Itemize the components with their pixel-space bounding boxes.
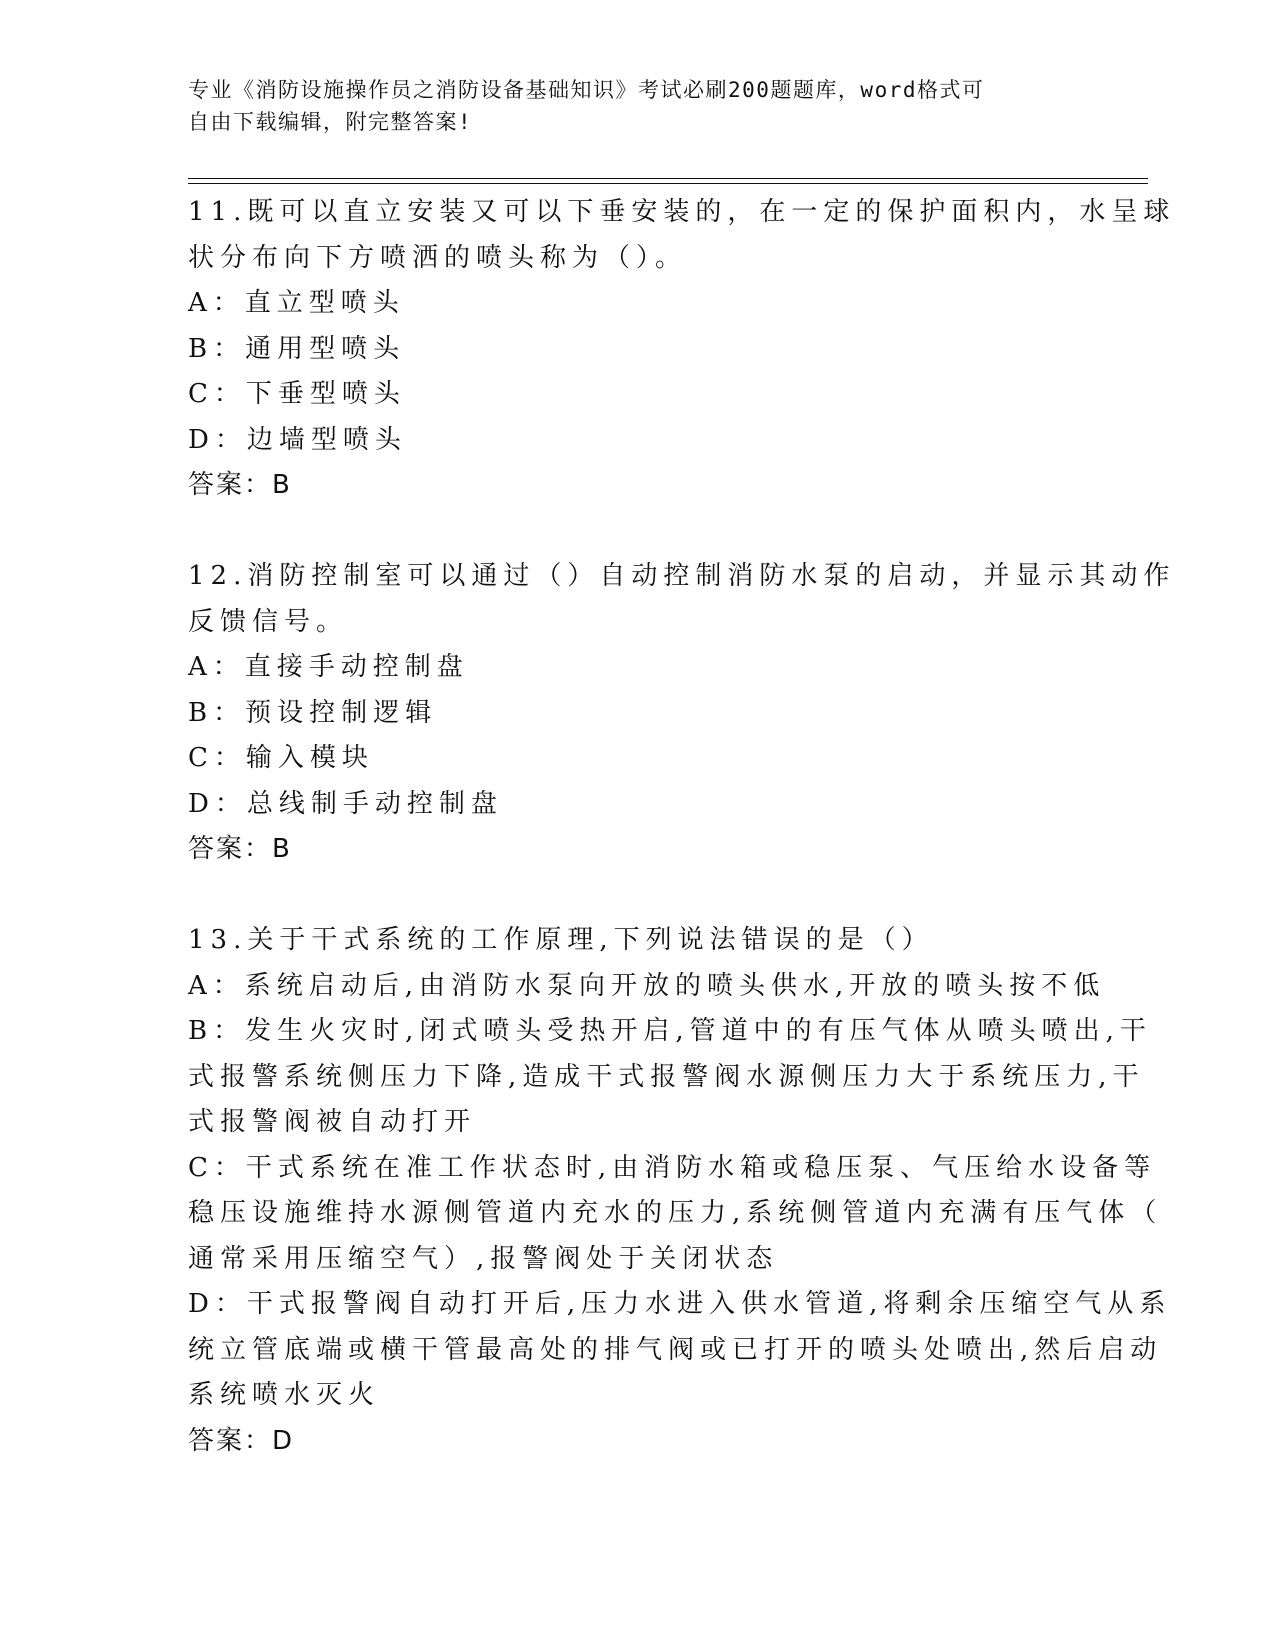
- option-d: D：总线制手动控制盘: [188, 788, 503, 819]
- header-line-2: 自由下载编辑，附完整答案!: [188, 110, 473, 134]
- question-stem-line: 状分布向下方喷洒的喷头称为（）。: [188, 242, 688, 273]
- question-12: [188, 554, 1176, 873]
- option-c-continued: 稳压设施维持水源侧管道内充水的压力,系统侧管道内充满有压气体（: [188, 1198, 1163, 1228]
- question-list: [188, 190, 1176, 1464]
- option-d: D：干式报警阀自动打开后,压力水进入供水管道,将剩余压缩空气从系: [188, 1289, 1172, 1319]
- option-c-continued: 通常采用压缩空气）,报警阀处于关闭状态: [188, 1243, 779, 1274]
- question-spacer: [188, 873, 1088, 919]
- question-spacer: [188, 509, 1088, 555]
- option-c: C：下垂型喷头: [188, 379, 406, 409]
- option-a: A：系统启动后,由消防水泵向开放的喷头供水,开放的喷头按不低: [188, 970, 1106, 1001]
- option-a: A：直接手动控制盘: [188, 652, 469, 682]
- question-11: [188, 190, 1176, 509]
- option-b-continued: 式报警系统侧压力下降,造成干式报警阀水源侧压力大于系统压力,干: [188, 1061, 1145, 1092]
- option-c: C：干式系统在准工作状态时,由消防水箱或稳压泵、气压给水设备等: [188, 1152, 1157, 1183]
- question-stem-line: 12.消防控制室可以通过（）自动控制消防水泵的启动，并显示其动作: [188, 561, 1176, 591]
- option-d: D：边墙型喷头: [188, 424, 407, 455]
- question-stem-line: 11.既可以直立安装又可以下垂安装的，在一定的保护面积内，水呈球: [188, 197, 1176, 227]
- header-divider-top: [188, 178, 1148, 179]
- question-13: [188, 918, 1172, 1464]
- question-stem-line: 反馈信号。: [188, 606, 349, 637]
- document-header: [188, 74, 1068, 138]
- option-a: A：直立型喷头: [188, 288, 405, 318]
- header-line-1: 专业《消防设施操作员之消防设备基础知识》考试必刷200题题库，word格式可: [188, 78, 985, 102]
- answer-label: 答案：B: [188, 470, 292, 500]
- question-stem-line: 13.关于干式系统的工作原理,下列说法错误的是（）: [188, 925, 934, 955]
- answer-label: 答案：D: [188, 1425, 295, 1456]
- option-d-continued: 统立管底端或横干管最高处的排气阀或已打开的喷头处喷出,然后启动: [188, 1334, 1163, 1365]
- option-b: B：通用型喷头: [188, 333, 406, 364]
- option-b-continued: 式报警阀被自动打开: [188, 1107, 477, 1137]
- option-b: B：发生火灾时,闭式喷头受热开启,管道中的有压气体从喷头喷出,干: [188, 1016, 1152, 1046]
- header-divider-bottom: [188, 183, 1148, 184]
- option-c: C：输入模块: [188, 743, 374, 773]
- option-d-continued: 系统喷水灭火: [188, 1380, 381, 1410]
- option-b: B：预设控制逻辑: [188, 697, 438, 728]
- answer-label: 答案：B: [188, 834, 292, 864]
